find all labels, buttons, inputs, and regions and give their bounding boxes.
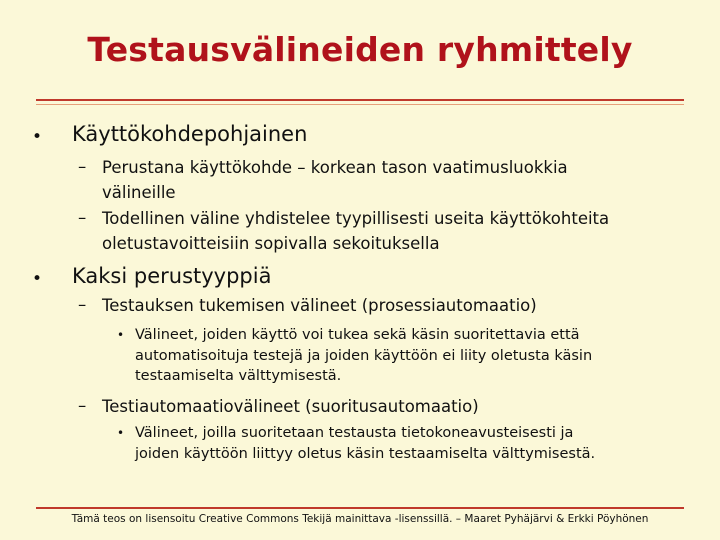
sub-item-line: Todellinen väline yhdistelee tyypillisesti useita käyttökohteita bbox=[102, 209, 610, 228]
title-divider bbox=[36, 99, 684, 101]
sub-item-1-1 bbox=[102, 155, 692, 205]
dash-marker: – bbox=[78, 157, 87, 176]
bullet-dot: • bbox=[32, 127, 43, 147]
bullet-item-2: Kaksi perustyyppiä bbox=[72, 264, 272, 288]
sub-sub-item-2-2-1 bbox=[135, 423, 695, 464]
dash-marker: – bbox=[78, 295, 87, 314]
sub-sub-item-line: Välineet, joiden käyttö voi tukea sekä käsin suoritettavia että bbox=[135, 327, 580, 343]
slide-title: Testausvälineiden ryhmittely bbox=[87, 30, 633, 69]
sub-item-2-2 bbox=[102, 394, 692, 419]
sub-item-line: Testiautomaatiovälineet (suoritusautomaatio) bbox=[102, 397, 479, 416]
sub-item-2-1 bbox=[102, 293, 692, 318]
dash-marker: – bbox=[78, 208, 87, 227]
title-divider-thin bbox=[36, 104, 684, 105]
sub-item-line: välineille bbox=[102, 183, 176, 202]
sub-sub-item-line: joiden käyttöön liittyy oletus käsin testaamiselta välttymisestä. bbox=[135, 445, 596, 462]
bullet-dot-small: • bbox=[117, 328, 125, 342]
footer-divider bbox=[36, 507, 684, 509]
sub-item-line: Testauksen tukemisen välineet (prosessiautomaatio) bbox=[102, 296, 537, 315]
sub-item-line: Perustana käyttökohde – korkean tason vaatimusluokkia bbox=[102, 158, 568, 177]
bullet-dot: • bbox=[32, 269, 43, 289]
sub-sub-item-line: automatisoituja testejä ja joiden käyttöön ei liity oletusta käsin bbox=[135, 347, 593, 364]
sub-sub-item-line: testaamiselta välttymisestä. bbox=[135, 368, 342, 384]
footer-license: Tämä teos on lisensoitu Creative Commons Tekijä mainittava -lisenssillä. – Maaret Pyhäjärvi & Erkki Pöyhönen bbox=[71, 513, 649, 525]
sub-item-line: oletustavoitteisiin sopivalla sekoituksella bbox=[102, 234, 440, 253]
sub-item-1-2 bbox=[102, 206, 692, 256]
sub-sub-item-line: Välineet, joilla suoritetaan testausta tietokoneavusteisesti ja bbox=[135, 425, 574, 441]
dash-marker: – bbox=[78, 396, 87, 415]
sub-sub-item-2-1-1 bbox=[135, 325, 695, 387]
bullet-item-1: Käyttökohdepohjainen bbox=[72, 122, 308, 146]
bullet-dot-small: • bbox=[117, 426, 125, 440]
